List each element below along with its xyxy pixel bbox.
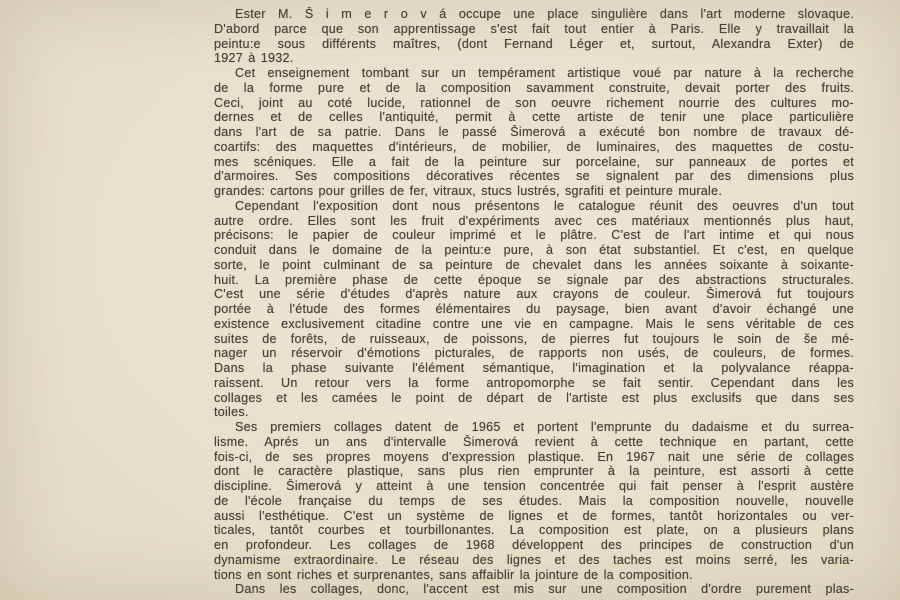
paragraph: [214, 420, 854, 582]
text-line: Cependant l'exposition dont nous présentons le catalogue réunit des oeuvres d'un tout: [235, 198, 854, 213]
text-line: Ester M. Š i m e r o v á occupe une place singulière dans l'art moderne slovaque.: [235, 7, 854, 21]
text-line: précisons: le papier de couleur imprimé et le plâtre. C'est de l'art intime et qui nous: [214, 228, 854, 243]
text-line: Ceci, joint au coté lucide, rationnel de son oeuvre richement nourrie des cultures mo-: [214, 95, 854, 110]
text-line: lisme. Aprés un ans d'intervalle Šimerová revient à cette technique en partant, cette: [214, 434, 854, 449]
text-line: C'est une série d'études d'après nature aux crayons de couleur. Šimerová fut toujours: [214, 287, 854, 302]
text-line: ticales, tantôt courbes et tourbillonantes. La composition est plate, on a plusieurs plans: [214, 523, 854, 538]
text-line: D'abord parce que son apprentissage s'est fait tout entier à Paris. Elle y travaillait la: [214, 21, 854, 36]
text-line: collages et les camées le point de départ de l'artiste est plus exclusifs que dans ses: [214, 390, 854, 405]
paragraph: [214, 66, 854, 199]
text-line: de la forme pure et de la composition savamment construite, devait porter des fruits.: [214, 80, 854, 95]
text-line: peintu:e sous différents maîtres, (dont Fernand Léger et, surtout, Alexandra Exter) de: [214, 36, 854, 51]
text-line: huit. La première phase de cette époque se signale par des abstractions structurales.: [214, 272, 854, 287]
text-line: grandes: cartons pour grilles de fer, vitraux, stucs lustrés, sgrafiti et peinture murale.: [214, 184, 723, 198]
text-line: Ses premiers collages datent de 1965 et portent l'emprunte du dadaisme et du surrea-: [235, 420, 854, 434]
text-line: dynamisme extraordinaire. Le réseau des lignes et des taches est moins serré, les varia-: [214, 552, 854, 567]
paragraph: [214, 582, 854, 597]
text-column: [214, 7, 854, 597]
text-line: dont le caractère plastique, sans plus rien emprunter à la peinture, est assorti à cette: [214, 464, 854, 479]
text-line: de l'école française du temps de ses études. Mais la composition nouvelle, nouvelle: [214, 493, 854, 508]
text-line: dernes et de celles l'antiquité, permit à cette artiste de tenir une place particulière: [214, 110, 854, 125]
text-line: d'armoires. Ses compositions décoratives récentes se signalent par des dimensions plus: [214, 169, 854, 184]
text-line: Dans la phase suivante l'élément sémantique, l'imagination et la polyvalance réappa-: [214, 361, 854, 375]
text-line: fois-ci, de ses propres moyens d'expression plastique. En 1967 nait une série de collages: [214, 449, 854, 464]
text-line: 1927 à 1932.: [214, 51, 294, 66]
text-line: discipline. Šimerová y atteint à une tension concentrée qui fait penser à l'esprit austère: [214, 479, 854, 493]
text-line: suites de forêts, de ruisseaux, de poissons, de pierres fut toujours le soin de še mé-: [214, 331, 854, 346]
text-line: en profondeur. Les collages de 1968 développent des principes de construction d'un: [214, 538, 854, 552]
text-line: raissent. Un retour vers la forme antropomorphe se fait sentir. Cependant dans les: [214, 375, 854, 390]
text-line: existence exclusivement citadine contre une vie en campagne. Mais le sens véritable de ces: [214, 316, 854, 331]
text-line: tions en sont riches et surprenantes, sans affaiblir la jointure de la composition.: [214, 567, 693, 582]
text-line: sorte, le point culminant de sa peinture de chevalet dans les années soixante à soixante-: [214, 257, 854, 272]
text-line: portée à l'étude des formes élémentaires du paysage, bien avant d'avoir échangé une: [214, 302, 854, 316]
paragraph: [214, 7, 854, 66]
text-line: dans l'art de sa patrie. Dans le passé Šimerová a exécuté bon nombre de travaux dé-: [214, 125, 854, 139]
text-line: Dans les collages, donc, l'accent est mis sur une composition d'ordre purement plas-: [235, 582, 854, 597]
text-line: conduit dans le domaine de la peintu:e pure, à son état substantiel. Et c'est, en quelque: [214, 243, 854, 257]
paragraph: [214, 199, 854, 420]
text-line: toiles.: [214, 405, 249, 420]
text-line: mes scéniques. Elle a fait de la peinture sur porcelaine, sur panneaux de portes et: [214, 154, 854, 169]
text-line: aussi l'esthétique. C'est un système de lignes et de formes, tantôt horizontales ou ver-: [214, 508, 854, 523]
text-line: Cet enseignement tombant sur un tempérament artistique voué par nature à la recherche: [235, 66, 854, 80]
text-line: autre ordre. Elles sont les fruit d'expériments avec ces matériaux mentionnés plus haut,: [214, 213, 854, 228]
text-line: coartifs: des maquettes d'intérieurs, de mobilier, de luminaires, des maquettes de costu-: [214, 139, 854, 154]
text-line: nager un réservoir d'émotions picturales, de rapports non usés, de couleurs, de formes.: [214, 346, 854, 361]
